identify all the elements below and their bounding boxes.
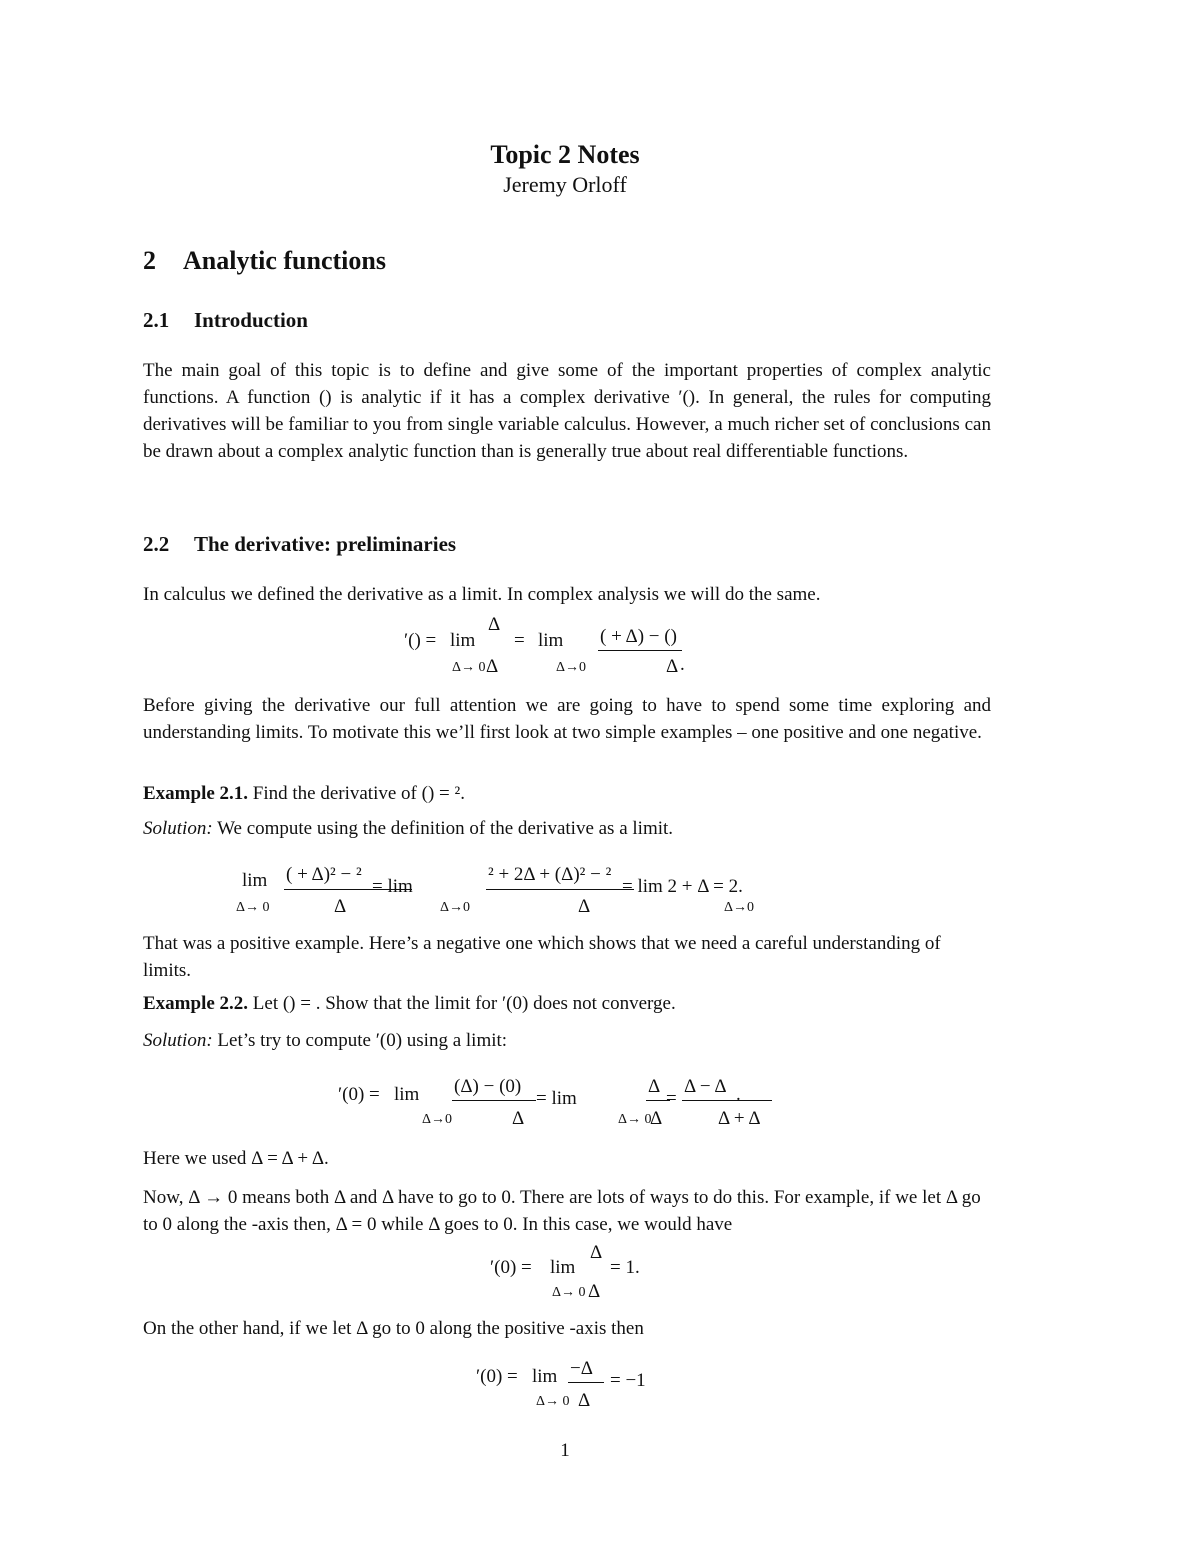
eq2-denominator-2: Δ: [578, 896, 591, 917]
eq1-numerator-2: ( + Δ) − (): [600, 626, 677, 647]
eq3-numerator-1: (Δ) − (0): [454, 1076, 522, 1097]
eq3-lhs: ′(0) =: [338, 1084, 380, 1105]
eq3-lim-1: lim: [394, 1084, 420, 1105]
eq1-lhs: ′() =: [404, 630, 437, 651]
subsection-title: The derivative: preliminaries: [194, 532, 457, 556]
eq1-denominator-2: Δ: [666, 656, 679, 677]
example-label: Example 2.2.: [143, 993, 249, 1014]
solution-text: We compute using the definition of the derivative as a limit.: [217, 818, 674, 839]
solution-label: Solution:: [143, 818, 213, 839]
subsection-heading-introduction: [143, 308, 308, 333]
eq2-limit-subscript-1: Δ→ 0: [236, 900, 270, 915]
eq4-denominator: Δ: [588, 1281, 601, 1302]
page-title: Topic 2 Notes: [490, 140, 640, 169]
eq5-limit-subscript: Δ→ 0: [536, 1394, 570, 1409]
eq3-equals: =: [666, 1088, 677, 1109]
eq5-denominator: Δ: [578, 1390, 591, 1411]
eq5-lhs: ′(0) =: [476, 1366, 518, 1387]
eq3-middle: = lim: [536, 1088, 577, 1109]
eq3-limit-subscript-1: Δ→0: [422, 1112, 453, 1127]
eq1-period: .: [680, 654, 685, 675]
eq3-period: .: [736, 1084, 741, 1105]
page-number: 1: [560, 1440, 570, 1461]
subsection-heading-derivative: [143, 532, 456, 557]
eq1-limit-subscript-1: Δ→ 0: [452, 660, 486, 675]
eq2-limit-subscript-2: Δ→0: [440, 900, 471, 915]
subsection-number: 2.2: [143, 532, 170, 556]
now-paragraph: Now, Δ → 0 means both Δ and Δ have to go to 0. There are lots of ways to do this. For example, if we let Δ go to 0 along the -axis then, Δ = 0 while Δ goes to 0. In this case, we would have: [143, 1187, 981, 1235]
eq4-rhs: = 1.: [610, 1257, 640, 1278]
example-2-2: [143, 993, 676, 1015]
eq5-fraction-bar: [568, 1382, 604, 1383]
example-text: Find the derivative of () = ².: [252, 783, 465, 804]
section-heading: [143, 246, 386, 276]
example-label: Example 2.1.: [143, 783, 249, 804]
eq3-denominator-3: Δ + Δ: [718, 1108, 761, 1129]
eq1-equals: =: [514, 630, 525, 651]
eq4-numerator: Δ: [590, 1242, 603, 1263]
eq4-lhs: ′(0) =: [490, 1257, 532, 1278]
eq1-fraction-bar: [598, 650, 682, 651]
eq2-limit-subscript-3: Δ→0: [724, 900, 755, 915]
other-hand-line: On the other hand, if we let Δ go to 0 along the positive -axis then: [143, 1318, 644, 1339]
eq4-lim: lim: [550, 1257, 576, 1278]
eq3-denominator-1: Δ: [512, 1108, 525, 1129]
subsection-title: Introduction: [194, 308, 308, 332]
eq1-numerator-1: Δ: [488, 614, 501, 635]
eq4-limit-subscript: Δ→ 0: [552, 1285, 586, 1300]
solution-2-2: [143, 1030, 507, 1052]
eq5-numerator: −Δ: [570, 1358, 593, 1379]
eq1-denominator-1: Δ: [486, 656, 499, 677]
eq3-limit-subscript-2: Δ→ 0: [618, 1112, 652, 1127]
solution-label: Solution:: [143, 1030, 213, 1051]
before-paragraph: Before giving the derivative our full attention we are going to have to spend some time exploring and understanding limits. To motivate this we’ll first look at two simple examples – one positive and one negative.: [143, 695, 991, 743]
calculus-sentence: In calculus we defined the derivative as a limit. In complex analysis we will do the same.: [143, 584, 821, 605]
eq1-limit-subscript-2: Δ→0: [556, 660, 587, 675]
eq3-fraction-bar-3: [682, 1100, 772, 1101]
solution-text: Let’s try to compute ′(0) using a limit:: [217, 1030, 508, 1051]
section-number: 2: [143, 246, 156, 275]
eq2-middle: = lim: [372, 876, 413, 897]
example-2-1: [143, 783, 465, 805]
solution-2-1: [143, 818, 673, 840]
eq1-lim-2: lim: [538, 630, 564, 651]
eq3-denominator-2: Δ: [650, 1108, 663, 1129]
eq2-denominator-1: Δ: [334, 896, 347, 917]
subsection-number: 2.1: [143, 308, 170, 332]
eq3-numerator-3: Δ − Δ: [684, 1076, 727, 1097]
eq5-rhs: = −1: [610, 1370, 646, 1391]
eq3-numerator-2: Δ: [648, 1076, 661, 1097]
eq2-lim-1: lim: [242, 870, 268, 891]
eq2-tail: = lim 2 + Δ = 2.: [622, 876, 743, 897]
eq5-lim: lim: [532, 1366, 558, 1387]
author-name: Jeremy Orloff: [503, 172, 627, 197]
section-title: Analytic functions: [183, 246, 386, 275]
intro-paragraph: The main goal of this topic is to define and give some of the important properties of complex analytic functions. A function () is analytic if it has a complex derivative ′(). In general, the rules for computing derivatives will be familiar to you from single variable calculus. However, a much richer set of conclusions can be drawn about a complex analytic function than is generally true about real differentiable functions.: [143, 360, 991, 462]
positive-paragraph: That was a positive example. Here’s a negative one which shows that we need a careful understanding of limits.: [143, 933, 941, 981]
eq1-lim-1: lim: [450, 630, 476, 651]
used-line: Here we used Δ = Δ + Δ.: [143, 1148, 329, 1169]
eq2-numerator-2: ² + 2Δ + (Δ)² − ²: [488, 864, 612, 885]
example-text: Let () = . Show that the limit for ′(0) does not converge.: [252, 993, 676, 1014]
eq3-fraction-bar-1: [452, 1100, 536, 1101]
eq2-numerator-1: ( + Δ)² − ²: [286, 864, 362, 885]
eq2-fraction-bar-2: [486, 889, 634, 890]
